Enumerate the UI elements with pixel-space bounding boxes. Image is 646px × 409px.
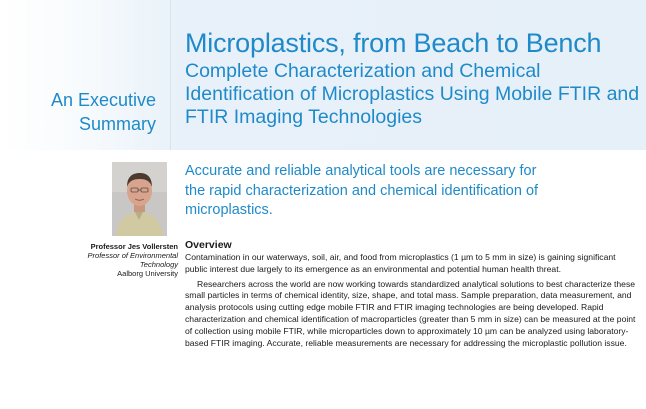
page-title: Microplastics, from Beach to Bench [185, 28, 602, 58]
author-photo [112, 162, 167, 236]
section-label-line2: Summary [78, 114, 156, 134]
overview-heading: Overview [185, 239, 232, 251]
overview-paragraph-2: Researchers across the world are now working towards standardized analytical solutions to best characterize these small particles in terms of chemical identity, size, shape, and total mass. Sample preparation, data measurement, and analysis protocols using cutting edge mobile FTIR and FTIR imaging technologies are being developed. Rapid characterization and chemical identification of macroparticles (greater than 5 mm in size) can be measured at the point of collection using mobile FTIR, while microparticles down to approximately 10 µm can be analyzed using laboratory-based FTIR imaging. Accurate, reliable measurements are necessary for addressing the microplastic pollution issue. [185, 278, 636, 348]
author-caption [88, 242, 178, 278]
author-name: Professor Jes Vollersten [90, 242, 178, 251]
page-subtitle: Complete Characterization and Chemical Identification of Microplastics Using Mobile FTIR and FTIR Imaging Technologies [185, 60, 640, 128]
section-label [51, 88, 156, 136]
author-title-line2: Technology [139, 260, 178, 269]
lead-statement: Accurate and reliable analytical tools are necessary for the rapid characterization and chemical identification of microplastics. [185, 163, 539, 218]
header-divider [170, 0, 171, 150]
section-label-line1: An Executive [50, 90, 156, 110]
overview-paragraph-1: Contamination in our waterways, soil, air, and food from microplastics (1 µm to 5 mm in size) is gaining significant public interest due largely to its emergence as an environmental and potential human health threat. [185, 252, 616, 274]
author-title-line1: Professor of Environmental [87, 251, 178, 260]
overview-section [185, 239, 640, 349]
portrait-image [112, 162, 167, 236]
author-affiliation: Aalborg University [117, 269, 178, 278]
